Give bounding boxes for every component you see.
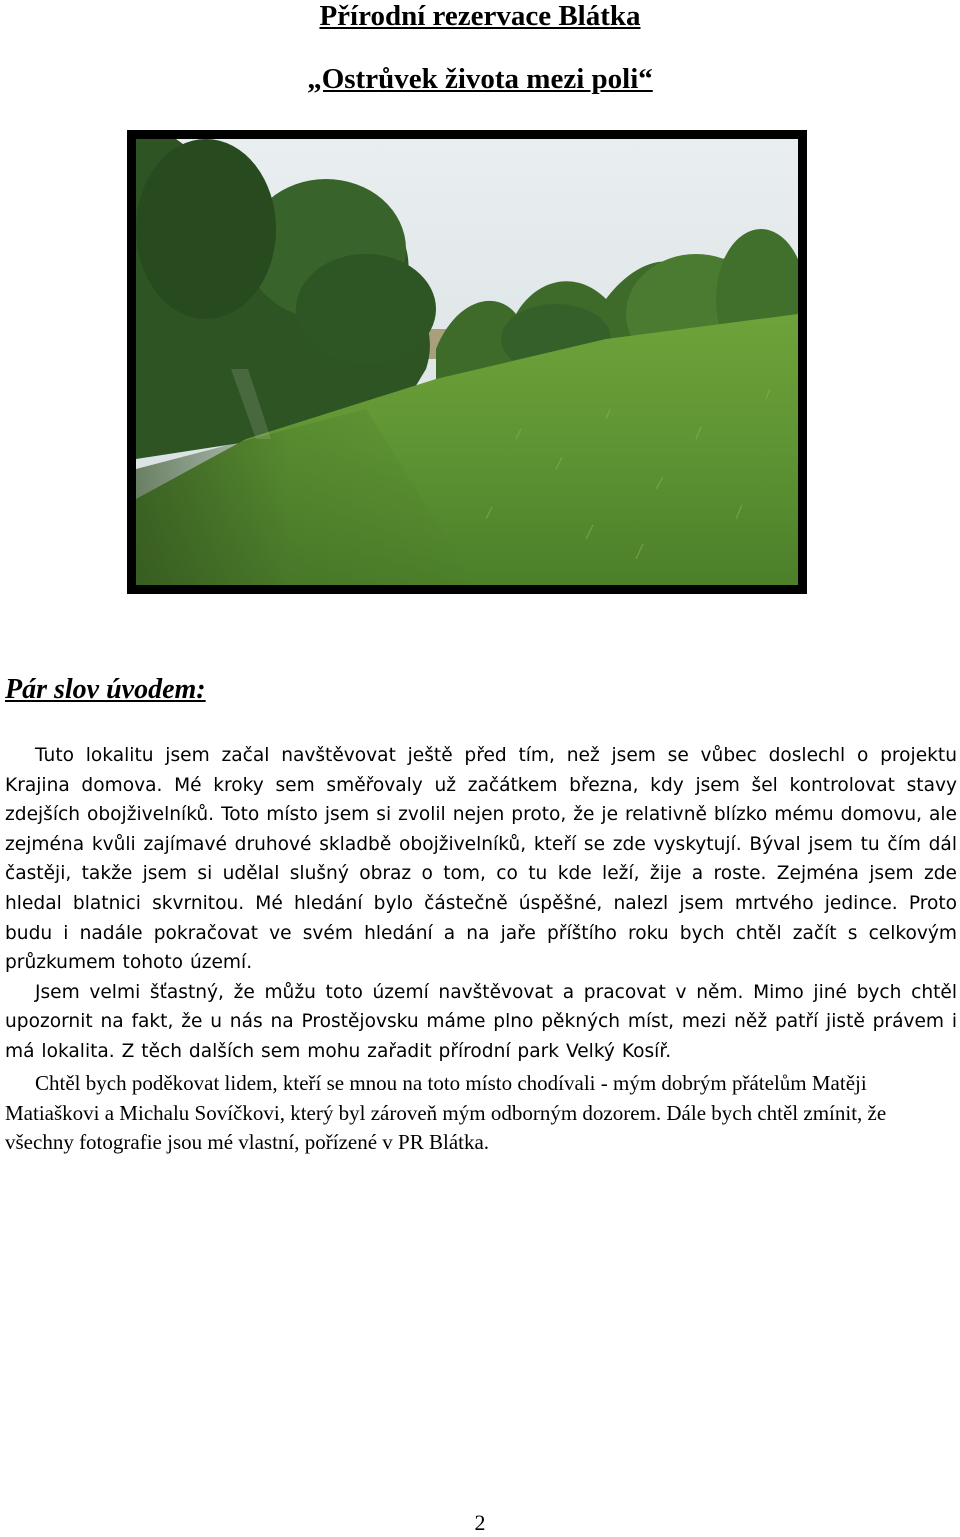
paragraph: Jsem velmi šťastný, že můžu toto území navštěvovat a pracovat v něm. Mimo jiné bych chtěl upozornit na fakt, že u nás na Prostějovsku máme plno pěkných míst, mezi něž patří jistě právem i má lokalita. Z těch dalších sem mohu zařadit přírodní park Velký Kosíř. [5,981,957,1062]
meadow-landscape-photo [136,139,798,585]
intro-text [5,741,957,1067]
acknowledgement-paragraph: Chtěl bych poděkovat lidem, kteří se mnou na toto místo chodívali - mým dobrým přátelům Matěji Matiaškovi a Michalu Sovíčkovi, který byl zároveň mým odborným dozorem. Dále bych chtěl zmínit, že všechny fotografie jsou mé vlastní, pořízené v PR Blátka. [5,1071,887,1155]
page-number: 2 [474,1510,486,1535]
paragraph: Tuto lokalitu jsem začal navštěvovat ještě před tím, než jsem se vůbec doslechl o projektu Krajina domova. Mé kroky sem směřovaly už začátkem března, kdy jsem šel kontrolovat stavy zdejších obojživelníků. Toto místo jsem si zvolil nejen proto, že je relativně blízko mému domovu, ale zejména kvůli zajímavé druhové skladbě obojživelníků, kteří se zde vyskytují. Býval jsem tu čím dál častěji, takže jsem si udělal slušný obraz o tom, co tu kde leží, žije a roste. Zejména jsem zde hledal blatnici skvrnitou. Mé hledání bylo částečně úspěšné, nalezl jsem mrtvého jedince. Proto budu i nadále pokračovat ve svém hledání a na jaře příštího roku bych chtěl začít s celkovým průzkumem tohoto území. [5,745,957,974]
document-title: Přírodní rezervace Blátka [319,0,641,32]
section-heading: Pár slov úvodem: [5,674,206,705]
document-subtitle: „Ostrůvek života mezi poli“ [307,63,653,95]
photo-frame [127,130,807,594]
